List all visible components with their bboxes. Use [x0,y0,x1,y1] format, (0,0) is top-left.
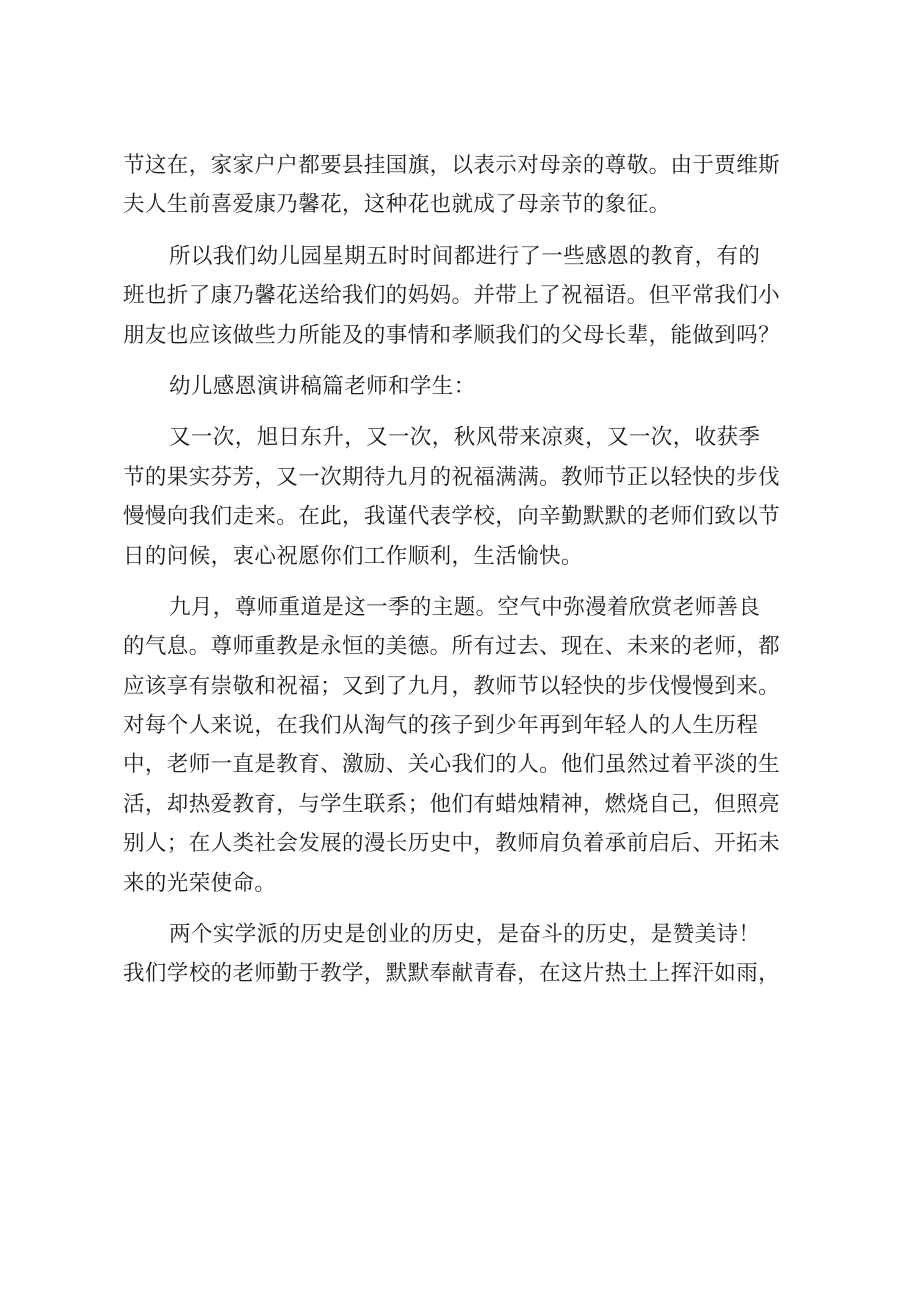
document-body [123,146,803,994]
text-line: 中，老师一直是教育、激励、关心我们的人。他们虽然过着平淡的生 [123,752,781,778]
text-line: 对每个人来说，在我们从淘气的孩子到少年再到年轻人的人生历程 [123,713,759,739]
paragraph-first-line: 两个实学派的历史是创业的历史，是奋斗的历史，是赞美诗！ [169,922,761,948]
paragraph-first-line: 所以我们幼儿园星期五时时间都进行了一些感恩的教育，有的 [169,243,761,269]
text-line: 别人；在人类社会发展的漫长历史中，教师肩负着承前启后、开拓未 [123,831,781,857]
section-heading: 幼儿感恩演讲稿篇老师和学生： [169,373,476,399]
text-line: 班也折了康乃馨花送给我们的妈妈。并带上了祝福语。但平常我们小 [123,283,781,309]
text-line: 慢慢向我们走来。在此，我谨代表学校，向辛勤默默的老师们致以节 [123,504,781,530]
text-line: 节的果实芬芳，又一次期待九月的祝福满满。教师节正以轻快的步伐 [123,464,781,490]
text-line: 节这在，家家户户都要县挂国旗，以表示对母亲的尊敬。由于贾维斯 [123,153,781,178]
text-line: 来的光荣使命。 [123,870,277,896]
text-line: 的气息。尊师重教是永恒的美德。所有过去、现在、未来的老师，都 [123,634,781,660]
text-line: 我们学校的老师勤于教学，默默奉献青春，在这片热土上挥汗如雨， [123,961,781,987]
text-line: 应该享有崇敬和祝福；又到了九月，教师节以轻快的步伐慢慢到来。 [123,673,781,699]
paragraph-first-line: 又一次，旭日东升，又一次，秋风带来凉爽，又一次，收获季 [169,425,761,451]
text-line: 朋友也应该做些力所能及的事情和孝顺我们的父母长辈，能做到吗？ [123,322,781,348]
text-line: 夫人生前喜爱康乃馨花，这种花也就成了母亲节的象征。 [123,192,671,218]
text-line: 日的问候，衷心祝愿你们工作顺利，生活愉快。 [123,543,583,569]
paragraph-first-line: 九月，尊师重道是这一季的主题。空气中弥漫着欣赏老师善良 [169,594,761,620]
text-line: 活，却热爱教育，与学生联系；他们有蜡烛精神，燃烧自己，但照亮 [123,791,781,817]
